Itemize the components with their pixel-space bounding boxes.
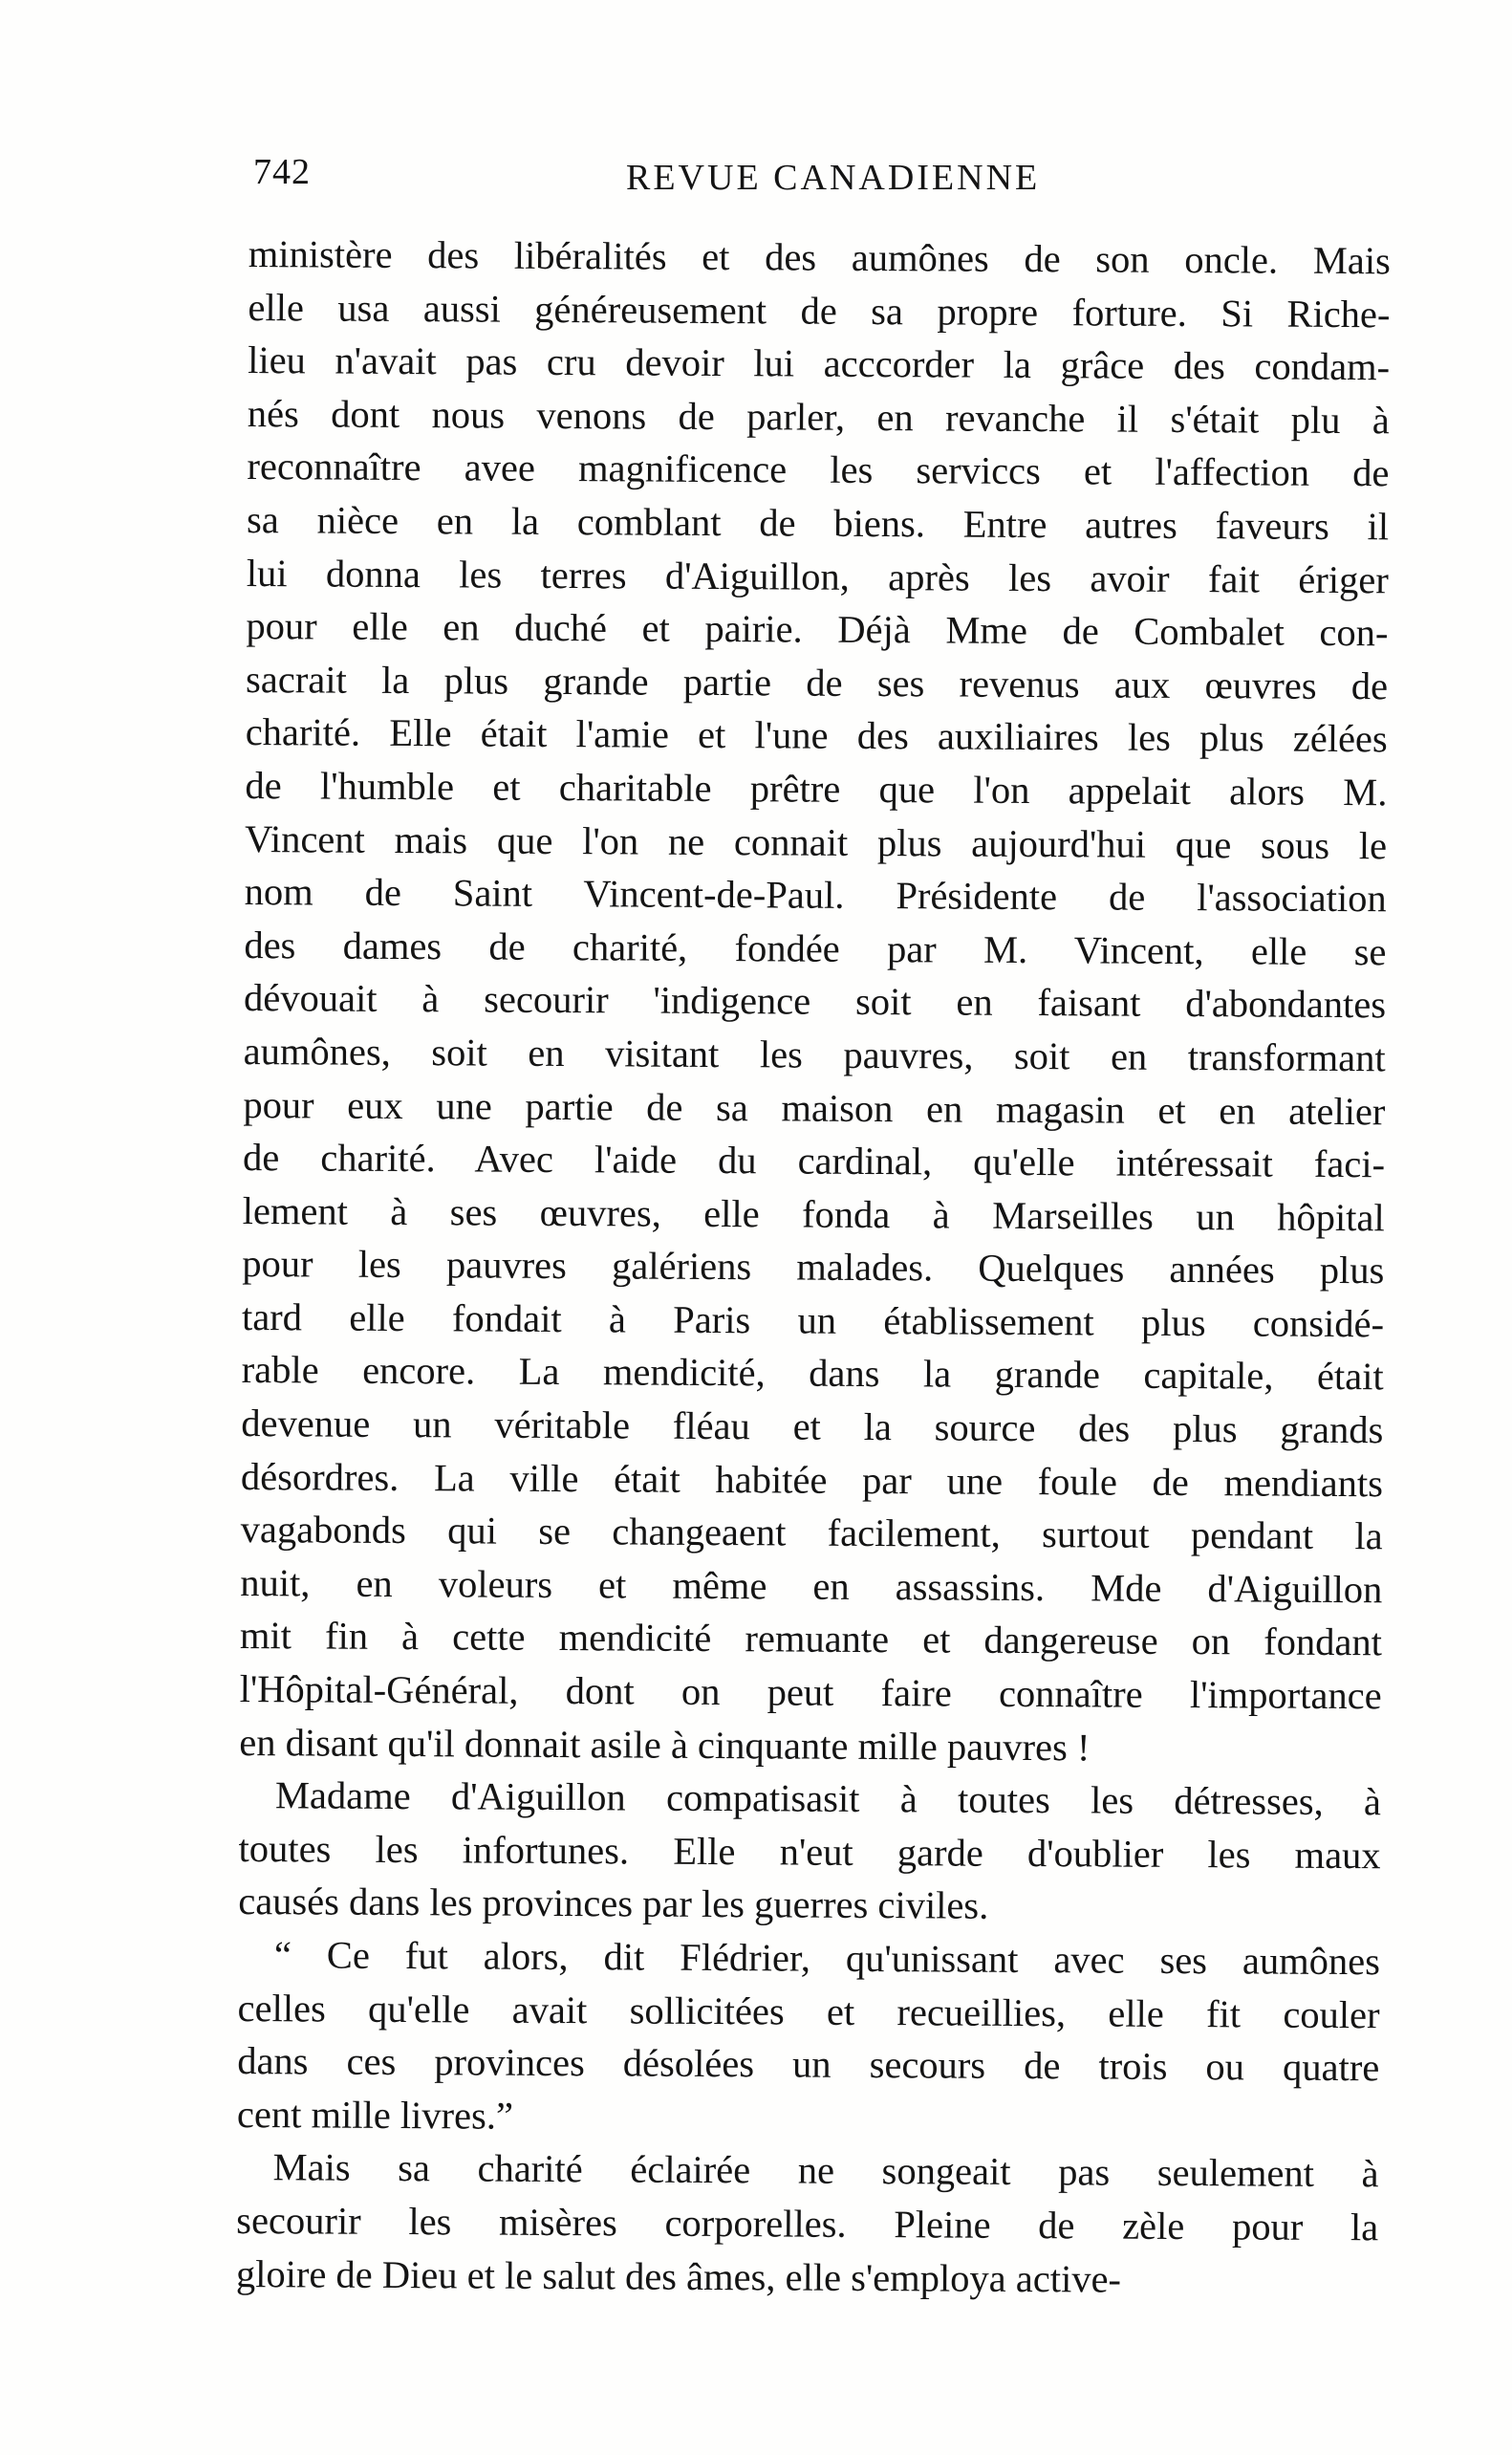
text-line: reconnaître avee magnificence les serviccs et l'affection de bbox=[247, 445, 1390, 495]
text-line: pour eux une partie de sa maison en magasin et en atelier bbox=[243, 1082, 1386, 1133]
text-line: lieu n'avait pas cru devoir lui acccorder la grâce des condam- bbox=[248, 338, 1391, 389]
text-line: Vincent mais que l'on ne connait plus aujourd'hui que sous le bbox=[244, 816, 1388, 867]
text-line: de l'humble et charitable prêtre que l'on appelait alors M. bbox=[245, 763, 1388, 815]
text-line: devenue un véritable fléau et la source des plus grands bbox=[241, 1401, 1384, 1452]
text-line: nom de Saint Vincent-de-Paul. Présidente de l'association bbox=[244, 870, 1387, 921]
text-line: désordres. La ville était habitée par une foule de mendiants bbox=[240, 1454, 1384, 1505]
text-line: vagabonds qui se changeaent facilement, surtout pendant la bbox=[240, 1508, 1383, 1558]
paragraph bbox=[236, 2140, 1379, 2307]
text-line: lement à ses œuvres, elle fonda à Marseilles un hôpital bbox=[242, 1188, 1385, 1239]
text-line: gloire de Dieu et le salut des âmes, elle s'employa active- bbox=[235, 2251, 1122, 2301]
text-line: cent mille livres.” bbox=[236, 2092, 514, 2138]
text-line: en disant qu'il donnait asile à cinquante mille pauvres ! bbox=[239, 1720, 1091, 1770]
text-line: de charité. Avec l'aide du cardinal, qu'elle intéressait faci- bbox=[242, 1136, 1386, 1186]
text-line: ministère des libéralités et des aumônes de son oncle. Mais bbox=[248, 231, 1391, 283]
text-line: sacrait la plus grande partie de ses revenus aux œuvres de bbox=[245, 657, 1389, 708]
text-line: elle usa aussi généreusement de sa propre forture. Si Riche- bbox=[248, 285, 1391, 336]
text-line: celles qu'elle avait sollicitées et recueillies, elle fit couler bbox=[237, 1986, 1380, 2036]
text-line: “ Ce fut alors, dit Flédrier, qu'unissant avec ses aumônes bbox=[273, 1933, 1381, 1984]
text-line: Madame d'Aiguillon compatisasit à toutes les détresses, à bbox=[274, 1773, 1382, 1824]
text-line: lui donna les terres d'Aiguillon, après les avoir fait ériger bbox=[246, 551, 1389, 601]
text-line: pour elle en duché et pairie. Déjà Mme de Combalet con- bbox=[246, 604, 1389, 655]
text-line: dévouait à secourir 'indigence soit en faisant d'abondantes bbox=[243, 976, 1387, 1027]
text-line: aumônes, soit en visitant les pauvres, soit en transformant bbox=[243, 1029, 1386, 1080]
text-line: toutes les infortunes. Elle n'eut garde d'oublier les maux bbox=[238, 1826, 1381, 1878]
text-line: causés dans les provinces par les guerres civiles. bbox=[238, 1879, 989, 1928]
text-line: sa nièce en la comblant de biens. Entre autres faveurs il bbox=[246, 497, 1390, 549]
text-line: secourir les misères corporelles. Pleine de zèle pour la bbox=[236, 2198, 1379, 2249]
body-text bbox=[236, 228, 1391, 2307]
page-number: 742 bbox=[253, 152, 311, 192]
page-header bbox=[253, 151, 1391, 208]
text-line: des dames de charité, fondée par M. Vincent, elle se bbox=[244, 923, 1387, 974]
text-line: charité. Elle était l'amie et l'une des auxiliaires les plus zélées bbox=[245, 710, 1388, 761]
text-line: l'Hôpital-Général, dont on peut faire connaître l'importance bbox=[239, 1667, 1382, 1718]
paragraph bbox=[238, 1769, 1381, 1935]
text-line: rable encore. La mendicité, dans la grande capitale, était bbox=[241, 1348, 1384, 1399]
text-line: tard elle fondait à Paris un établissement plus considé- bbox=[241, 1294, 1385, 1346]
text-line: Mais sa charité éclairée ne songeait pas seulement à bbox=[272, 2145, 1379, 2196]
text-line: dans ces provinces désolées un secours de trois ou quatre bbox=[237, 2039, 1380, 2090]
text-line: nuit, en voleurs et même en assassins. Mde d'Aiguillon bbox=[240, 1560, 1383, 1612]
text-line: nés dont nous venons de parler, en revanche il s'était plu à bbox=[247, 391, 1390, 443]
running-head: REVUE CANADIENNE bbox=[626, 158, 1041, 198]
text-line: mit fin à cette mendicité remuante et dangereuse on fondant bbox=[239, 1614, 1383, 1664]
paragraph bbox=[237, 1928, 1380, 2148]
paragraph bbox=[239, 228, 1391, 1775]
text-line: pour les pauvres galériens malades. Quelques années plus bbox=[242, 1242, 1385, 1293]
